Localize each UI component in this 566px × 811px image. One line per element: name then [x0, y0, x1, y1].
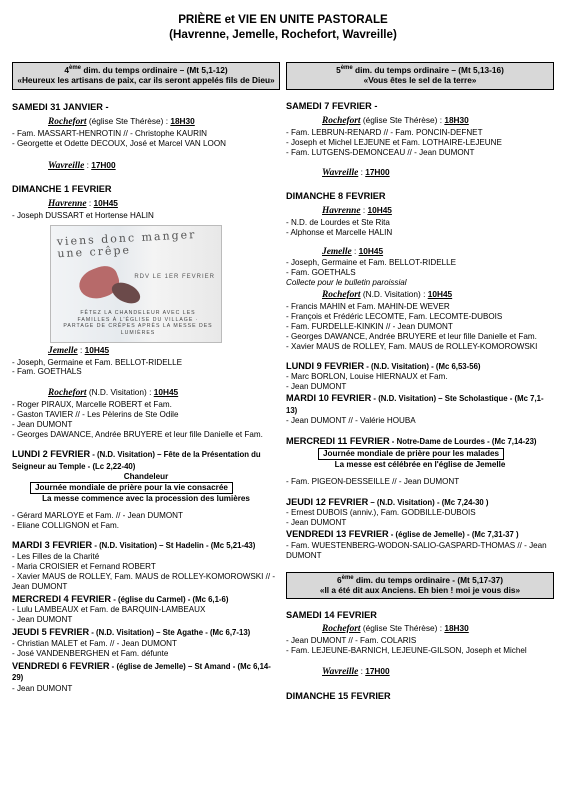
church-name: Jemelle: [322, 246, 352, 257]
intention-line: - François et Frédéric LECOMTE, Fam. LECOMTE-DUBOIS: [286, 312, 503, 321]
intention-line: - Georges DAWANCE, Andrée BRUYERE et leur fille Danielle et Fam.: [12, 430, 263, 440]
intention-line: - Christian MALET et Fam. // - Jean DUMONT: [12, 638, 177, 648]
intention-line: - Jean DUMONT: [12, 615, 73, 625]
mass-entry: Rochefort (N.D. Visitation) : 10H45: [48, 387, 179, 399]
mass-time: 17H00: [91, 159, 116, 170]
day-heading: JEUDI 5 FEVRIER - (N.D. Visitation) – Ste Agathe - (Mc 6,7-13): [12, 627, 251, 638]
day-heading: LUNDI 2 FEVRIER - (N.D. Visitation) – Fête de la Présentation du Seigneur au Temple - (Lc 2,22-40): [12, 449, 261, 471]
intention-line: - Georges DAWANCE, Andrée BRUYERE et leur fille Danielle et Fam.: [286, 331, 537, 341]
day-heading: MERCREDI 11 FEVRIER - Notre-Dame de Lourdes - (Mc 7,14-23): [286, 436, 537, 447]
sunday-banner: 6ème dim. du temps ordinaire - (Mt 5,17-37) «Il a été dit aux Anciens. Eh bien ! moi je vous dis»: [286, 572, 554, 600]
day-heading: DIMANCHE 1 FEVRIER: [12, 183, 112, 194]
intention-line: - Lulu LAMBEAUX et Fam. de BARQUIN-LAMBEAUX: [12, 605, 206, 615]
intention-line: - Francis MAHIN et Fam. MAHIN-DE WEVER: [286, 302, 450, 312]
intention-line: - Georgette et Odette DECOUX, José et Marcel VAN LOON: [12, 138, 226, 148]
church-name: Rochefort: [322, 116, 361, 127]
day-heading: SAMEDI 7 FEVRIER -: [286, 100, 378, 111]
intention-line: - Les Filles de la Charité: [12, 551, 100, 561]
intention-line: - Joseph et Michel LEJEUNE et Fam. LOTHAIRE-LEJEUNE: [286, 137, 502, 147]
intention-line: - Fam. WUESTENBERG-WODON-SALIO-GASPARD-THOMAS // - Jean DUMONT: [286, 540, 547, 560]
intention-line: - N.D. de Lourdes et Ste Rita: [286, 217, 390, 227]
mass-time: 18H30: [444, 622, 469, 633]
banner-sup: ème: [69, 65, 82, 71]
announcement-note: La messe commence avec la procession des lumières: [42, 494, 250, 504]
day-heading: SAMEDI 31 JANVIER -: [12, 101, 109, 112]
intention-line: - Roger PIRAUX, Marcelle ROBERT et Fam.: [12, 400, 172, 410]
left-column: [12, 62, 280, 693]
mass-time: 10H45: [153, 387, 179, 398]
page-title: [0, 12, 566, 43]
title-line1: PRIÈRE et VIE EN UNITE PASTORALE: [178, 13, 388, 26]
intention-line: - Jean DUMONT: [12, 420, 73, 430]
intention-line: - Fam. MASSART-HENROTIN // - Christophe KAURIN: [12, 128, 208, 138]
poster-caption: FÊTEZ LA CHANDELEUR AVEC LES FAMILLES À L'ÉGLISE DU VILLAGE · PARTAGE DE CRÊPES APRÈS LA MESSE DES LUMIÈRES: [63, 309, 213, 337]
announcement-note: La messe est célébrée en l'église de Jemelle: [334, 459, 506, 469]
banner-quote: «Vous êtes le sel de la terre»: [363, 74, 477, 85]
church-name: Wavreille: [322, 666, 359, 677]
intention-line: - Fam. PIGEON-DESSEILLE // - Jean DUMONT: [286, 477, 460, 487]
intention-line: - Fam. LEBRUN-RENARD // - Fam. PONCIN-DEFNET: [286, 127, 483, 137]
intention-line: - Eliane COLLIGNON et Fam.: [12, 521, 120, 531]
sunday-banner: 5ème dim. du temps ordinaire – (Mt 5,13-16) «Vous êtes le sel de la terre»: [286, 62, 554, 90]
day-heading: VENDREDI 6 FEVRIER - (église de Jemelle) – St Amand - (Mc 6,14-29): [12, 660, 271, 682]
day-heading: MARDI 3 FEVRIER - (N.D. Visitation) – St Hadelin - (Mc 5,21-43): [12, 540, 256, 551]
intention-line: - Gérard MARLOYE et Fam. // - Jean DUMONT: [12, 511, 183, 521]
right-column: [286, 62, 554, 703]
church-name: Rochefort: [322, 290, 361, 301]
church-name: Wavreille: [322, 167, 359, 178]
church-name: Havrenne: [322, 206, 361, 217]
intention-line: - Xavier MAUS de ROLLEY, Fam. MAUS de ROLLEY-KOMOROWSKI: [286, 341, 538, 351]
mass-entry: Wavreille : 17H00: [322, 166, 390, 178]
announcement-box: Journée mondiale de prière pour les malades: [318, 448, 504, 460]
mass-time: 18H30: [170, 116, 195, 127]
intention-line: - Xavier MAUS de ROLLEY, Fam. MAUS de ROLLEY-KOMOROWSKI // - Jean DUMONT: [12, 571, 276, 591]
mass-time: 18H30: [444, 115, 469, 126]
mass-entry: Wavreille : 17H00: [48, 159, 116, 171]
banner-head: dim. du temps ordinaire – (Mt 5,1-12): [81, 64, 228, 75]
church-name: Wavreille: [48, 160, 85, 171]
day-heading: VENDREDI 13 FEVRIER - (église de Jemelle) - (Mc 7,31-37 ): [286, 529, 519, 540]
collection-note: Collecte pour le bulletin paroissial: [286, 278, 407, 288]
mass-time: 10H45: [358, 245, 384, 256]
church-name: Rochefort: [322, 623, 361, 634]
church-name: Rochefort: [48, 117, 87, 128]
intention-line: - Fam. LEJEUNE-BARNICH, LEJEUNE-GILSON, Joseph et Michel: [286, 645, 527, 655]
intention-line: - Gaston TAVIER // - Les Pèlerins de Ste Odile: [12, 410, 179, 420]
intention-line: - Jean DUMONT // - Fam. COLARIS: [286, 635, 417, 645]
mass-entry: Havrenne : 10H45: [322, 205, 392, 217]
day-heading: JEUDI 12 FEVRIER – (N.D. Visitation) - (Mc 7,24-30 ): [286, 496, 489, 507]
day-heading: MERCREDI 4 FEVRIER - (église du Carmel) - (Mc 6,1-6): [12, 593, 229, 604]
sunday-banner: [12, 62, 280, 90]
mass-entry: Rochefort (église Ste Thérèse) : 18H30: [48, 116, 195, 128]
intention-line: - Jean DUMONT: [286, 382, 347, 392]
feast-name: Chandeleur: [123, 472, 169, 481]
poster-headline: viens donc manger une crêpe: [56, 227, 197, 260]
mass-time: 10H45: [93, 198, 118, 209]
mass-entry: Rochefort (N.D. Visitation) : 10H45: [322, 289, 453, 301]
intention-line: - Fam. LUTGENS-DEMONCEAU // - Jean DUMONT: [286, 147, 475, 157]
intention-line: - Jean DUMONT: [12, 683, 73, 693]
day-heading: DIMANCHE 15 FEVRIER: [286, 691, 391, 702]
church-name: Havrenne: [48, 199, 87, 210]
mass-time: 17H00: [365, 166, 390, 177]
title-line2: (Havrenne, Jemelle, Rochefort, Wavreille): [169, 28, 397, 42]
mass-time: 10H45: [367, 205, 392, 216]
intention-line: - Ernest DUBOIS (anniv.), Fam. GODBILLE-DUBOIS: [286, 508, 476, 518]
mass-entry: Rochefort (église Ste Thérèse) : 18H30: [322, 622, 469, 634]
day-heading: DIMANCHE 8 FEVRIER: [286, 190, 386, 201]
intention-line: - Fam. GOETHALS: [12, 367, 82, 377]
intention-line: - Maria CROISIER et Fernand ROBERT: [12, 561, 156, 571]
church-name: Rochefort: [48, 388, 87, 399]
intention-line: - Marc BORLON, Louise HIERNAUX et Fam.: [286, 372, 448, 382]
chandeleur-poster-image: [50, 225, 222, 343]
mass-time: 10H45: [84, 344, 110, 355]
intention-line: - Jean DUMONT // - Valérie HOUBA: [286, 416, 416, 426]
banner-quote: «Il a été dit aux Anciens. Eh bien ! moi je vous dis»: [319, 584, 521, 595]
intention-line: - Jean DUMONT: [286, 518, 347, 528]
day-heading: LUNDI 9 FEVRIER - (N.D. Visitation) - (Mc 6,53-56): [286, 360, 481, 371]
banner-number: 4: [64, 64, 69, 75]
poster-date: RDV LE 1ER FEVRIER: [134, 273, 215, 280]
announcement-box: Journée mondiale de prière pour la vie consacrée: [30, 482, 233, 494]
church-name: Jemelle: [48, 345, 78, 356]
mass-time: 17H00: [365, 665, 390, 676]
mass-entry: Wavreille : 17H00: [322, 665, 390, 677]
intention-line: - Joseph DUSSART et Hortense HALIN: [12, 210, 154, 220]
intention-line: - Joseph, Germaine et Fam. BELLOT-RIDELLE: [12, 357, 183, 367]
intention-line: - José VANDENBERGHEN et Fam. défunte: [12, 648, 169, 658]
intention-line: - Alphonse et Marcelle HALIN: [286, 227, 393, 237]
intention-line: - Joseph, Germaine et Fam. BELLOT-RIDELLE: [286, 258, 457, 268]
mass-entry: Havrenne : 10H45: [48, 198, 118, 210]
mass-time: 10H45: [427, 289, 453, 300]
intention-line: - Fam. GOETHALS: [286, 268, 356, 278]
mass-entry: Jemelle : 10H45: [48, 344, 110, 356]
day-heading: SAMEDI 14 FEVRIER: [286, 610, 377, 621]
intention-line: - Fam. FURDELLE-KINKIN // - Jean DUMONT: [286, 321, 453, 331]
banner-quote: «Heureux les artisans de paix, car ils seront appelés fils de Dieu»: [17, 74, 275, 85]
mass-entry: Jemelle : 10H45: [322, 245, 384, 257]
day-heading: MARDI 10 FEVRIER - (N.D. Visitation) – Ste Scholastique - (Mc 7,1-13): [286, 393, 544, 415]
mass-entry: Rochefort (église Ste Thérèse) : 18H30: [322, 115, 469, 127]
